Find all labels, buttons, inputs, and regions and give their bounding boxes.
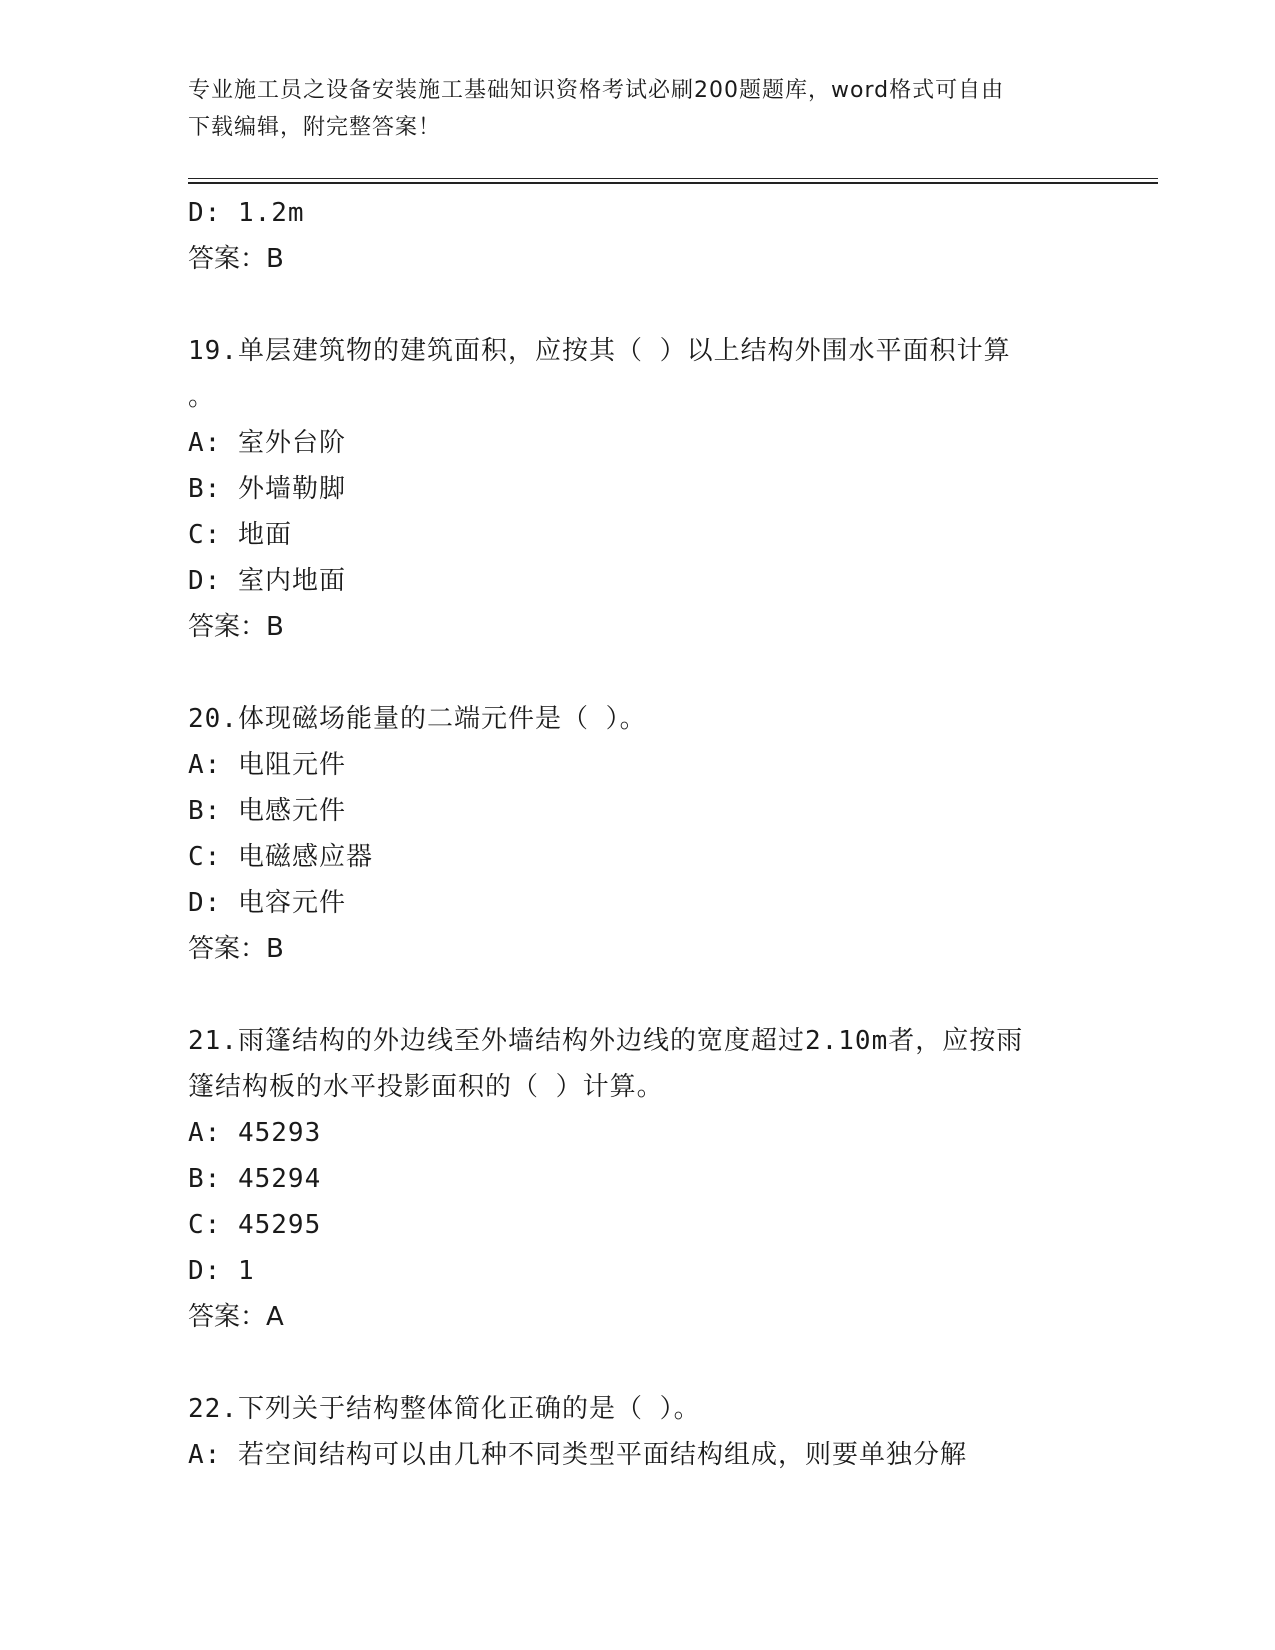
option-a: A: 室外台阶 [188,428,346,458]
question-20 [188,696,1088,972]
answer-line: 答案：B [188,244,284,274]
header-rule-thin [188,178,1158,179]
option-d: D: 1 [188,1256,255,1286]
option-c: C: 45295 [188,1210,322,1240]
question-22 [188,1386,1088,1478]
answer-line: 答案：B [188,612,284,642]
document-body [188,190,1088,1478]
question-text: 21.雨篷结构的外边线至外墙结构外边线的宽度超过2.10m者，应按雨 [188,1026,1024,1056]
question-21 [188,1018,1088,1340]
question-text: 22.下列关于结构整体简化正确的是（ ）。 [188,1394,701,1424]
header-rule-thick [188,182,1158,184]
option-a: A: 若空间结构可以由几种不同类型平面结构组成，则要单独分解 [188,1440,967,1470]
option-b: B: 45294 [188,1164,322,1194]
question-text-continued: 。 [188,382,216,412]
option-a: A: 电阻元件 [188,750,346,780]
option-b: B: 外墙勒脚 [188,474,346,504]
answer-line: 答案：B [188,934,284,964]
answer-line: 答案：A [188,1302,284,1332]
option-d: D: 电容元件 [188,888,346,918]
document-header [188,72,1088,146]
question-text: 20.体现磁场能量的二端元件是（ ）。 [188,704,647,734]
question-text-continued: 篷结构板的水平投影面积的（ ）计算。 [188,1072,664,1102]
header-line-1: 专业施工员之设备安装施工基础知识资格考试必刷200题题库，word格式可自由 [188,78,1005,103]
option-d: D: 1.2m [188,198,305,228]
option-c: C: 电磁感应器 [188,842,373,872]
option-d: D: 室内地面 [188,566,346,596]
question-19 [188,328,1088,650]
header-line-2: 下载编辑，附完整答案！ [188,115,442,140]
option-c: C: 地面 [188,520,292,550]
option-b: B: 电感元件 [188,796,346,826]
question-text: 19.单层建筑物的建筑面积，应按其（ ）以上结构外围水平面积计算 [188,336,1011,366]
option-a: A: 45293 [188,1118,322,1148]
